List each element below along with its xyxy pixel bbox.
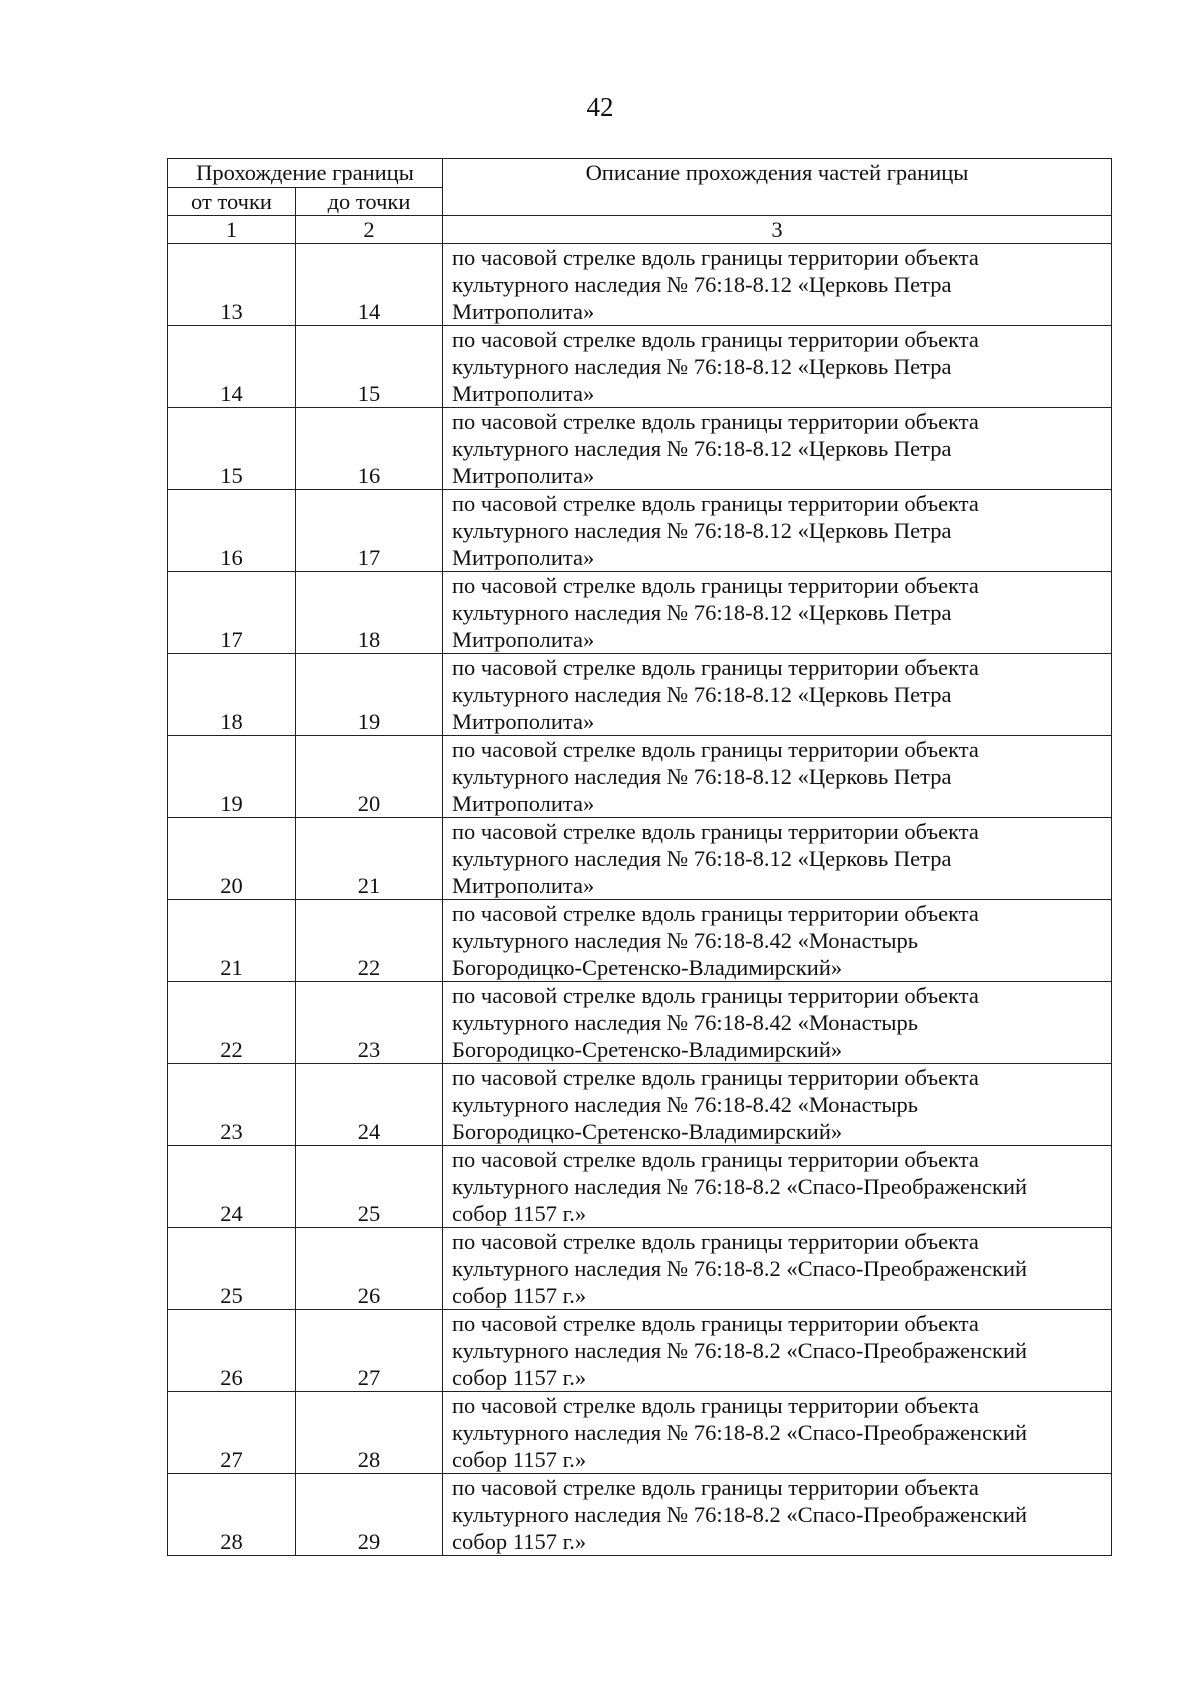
cell-from-point: 20 <box>168 818 296 900</box>
description-line: Митрополита» <box>452 463 595 488</box>
description-line: собор 1157 г.» <box>452 1201 587 1226</box>
cell-from-point: 14 <box>168 326 296 408</box>
header-to-point: до точки <box>296 188 443 216</box>
description-line: собор 1157 г.» <box>452 1283 587 1308</box>
description-line: Богородицко-Сретенско-Владимирский» <box>452 1119 843 1144</box>
table-row <box>168 818 1112 900</box>
description-line: по часовой стрелке вдоль границы территории объекта <box>452 1475 979 1500</box>
cell-to-point: 15 <box>296 326 443 408</box>
cell-description <box>443 1146 1112 1228</box>
header-boundary-passage: Прохождение границы <box>168 159 443 188</box>
description-line: по часовой стрелке вдоль границы территории объекта <box>452 1229 979 1254</box>
cell-to-point: 28 <box>296 1392 443 1474</box>
page-number: 42 <box>586 92 614 122</box>
cell-from-point: 23 <box>168 1064 296 1146</box>
cell-description <box>443 1064 1112 1146</box>
cell-to-point: 26 <box>296 1228 443 1310</box>
header-col-number-3: 3 <box>443 216 1112 244</box>
description-line: культурного наследия № 76:18-8.2 «Спасо-Преображенский <box>452 1420 1028 1445</box>
description-line: по часовой стрелке вдоль границы территории объекта <box>452 1147 979 1172</box>
cell-to-point: 25 <box>296 1146 443 1228</box>
cell-description <box>443 1228 1112 1310</box>
description-line: культурного наследия № 76:18-8.12 «Церковь Петра <box>452 436 952 461</box>
description-line: собор 1157 г.» <box>452 1447 587 1472</box>
description-line: по часовой стрелке вдоль границы территории объекта <box>452 1393 979 1418</box>
cell-description <box>443 490 1112 572</box>
table-row <box>168 1474 1112 1556</box>
header-col-number-1: 1 <box>168 216 296 244</box>
table-row <box>168 1392 1112 1474</box>
cell-from-point: 21 <box>168 900 296 982</box>
table-body <box>168 244 1112 1556</box>
description-line: культурного наследия № 76:18-8.42 «Монастырь <box>452 1010 919 1035</box>
header-row-group <box>168 159 1112 188</box>
description-line: по часовой стрелке вдоль границы территории объекта <box>452 655 979 680</box>
table-row <box>168 982 1112 1064</box>
description-line: по часовой стрелке вдоль границы территории объекта <box>452 409 979 434</box>
cell-to-point: 29 <box>296 1474 443 1556</box>
description-line: Митрополита» <box>452 545 595 570</box>
cell-to-point: 14 <box>296 244 443 326</box>
table-row <box>168 326 1112 408</box>
description-line: Митрополита» <box>452 299 595 324</box>
cell-from-point: 13 <box>168 244 296 326</box>
cell-from-point: 28 <box>168 1474 296 1556</box>
cell-from-point: 25 <box>168 1228 296 1310</box>
description-line: собор 1157 г.» <box>452 1365 587 1390</box>
table-row <box>168 736 1112 818</box>
cell-from-point: 16 <box>168 490 296 572</box>
cell-description <box>443 1474 1112 1556</box>
header-row-numbers <box>168 216 1112 244</box>
cell-to-point: 22 <box>296 900 443 982</box>
cell-from-point: 22 <box>168 982 296 1064</box>
description-line: культурного наследия № 76:18-8.2 «Спасо-Преображенский <box>452 1338 1028 1363</box>
cell-description <box>443 1310 1112 1392</box>
description-line: по часовой стрелке вдоль границы территории объекта <box>452 1065 979 1090</box>
description-line: Митрополита» <box>452 791 595 816</box>
header-from-point: от точки <box>168 188 296 216</box>
description-line: культурного наследия № 76:18-8.12 «Церковь Петра <box>452 272 952 297</box>
description-line: Богородицко-Сретенско-Владимирский» <box>452 1037 843 1062</box>
cell-from-point: 19 <box>168 736 296 818</box>
cell-description <box>443 818 1112 900</box>
description-line: культурного наследия № 76:18-8.12 «Церковь Петра <box>452 518 952 543</box>
table-row <box>168 1146 1112 1228</box>
cell-description <box>443 654 1112 736</box>
table-row <box>168 1310 1112 1392</box>
description-line: Богородицко-Сретенско-Владимирский» <box>452 955 843 980</box>
description-line: культурного наследия № 76:18-8.2 «Спасо-Преображенский <box>452 1256 1028 1281</box>
description-line: по часовой стрелке вдоль границы территории объекта <box>452 1311 979 1336</box>
cell-from-point: 18 <box>168 654 296 736</box>
description-line: Митрополита» <box>452 627 595 652</box>
description-line: по часовой стрелке вдоль границы территории объекта <box>452 245 979 270</box>
description-line: по часовой стрелке вдоль границы территории объекта <box>452 327 979 352</box>
description-line: культурного наследия № 76:18-8.42 «Монастырь <box>452 1092 919 1117</box>
description-line: Митрополита» <box>452 709 595 734</box>
table-row <box>168 490 1112 572</box>
table-row <box>168 408 1112 490</box>
description-line: культурного наследия № 76:18-8.12 «Церковь Петра <box>452 846 952 871</box>
cell-description <box>443 736 1112 818</box>
description-line: по часовой стрелке вдоль границы территории объекта <box>452 819 979 844</box>
cell-to-point: 27 <box>296 1310 443 1392</box>
table-row <box>168 900 1112 982</box>
description-line: Митрополита» <box>452 381 595 406</box>
table-row <box>168 244 1112 326</box>
cell-from-point: 27 <box>168 1392 296 1474</box>
description-line: по часовой стрелке вдоль границы территории объекта <box>452 573 979 598</box>
description-line: культурного наследия № 76:18-8.12 «Церковь Петра <box>452 682 952 707</box>
cell-from-point: 24 <box>168 1146 296 1228</box>
table-row <box>168 572 1112 654</box>
description-line: по часовой стрелке вдоль границы территории объекта <box>452 491 979 516</box>
cell-to-point: 24 <box>296 1064 443 1146</box>
table-row <box>168 654 1112 736</box>
description-line: культурного наследия № 76:18-8.2 «Спасо-Преображенский <box>452 1502 1028 1527</box>
cell-from-point: 17 <box>168 572 296 654</box>
description-line: культурного наследия № 76:18-8.42 «Монастырь <box>452 928 919 953</box>
cell-description <box>443 244 1112 326</box>
cell-to-point: 19 <box>296 654 443 736</box>
header-col-number-2: 2 <box>296 216 443 244</box>
cell-to-point: 23 <box>296 982 443 1064</box>
cell-from-point: 26 <box>168 1310 296 1392</box>
description-line: культурного наследия № 76:18-8.12 «Церковь Петра <box>452 354 952 379</box>
cell-description <box>443 900 1112 982</box>
cell-description <box>443 572 1112 654</box>
cell-description <box>443 982 1112 1064</box>
description-line: по часовой стрелке вдоль границы территории объекта <box>452 983 979 1008</box>
cell-from-point: 15 <box>168 408 296 490</box>
cell-description <box>443 326 1112 408</box>
cell-description <box>443 408 1112 490</box>
boundary-table <box>167 158 1112 1556</box>
description-line: культурного наследия № 76:18-8.12 «Церковь Петра <box>452 764 952 789</box>
description-line: по часовой стрелке вдоль границы территории объекта <box>452 737 979 762</box>
description-line: культурного наследия № 76:18-8.12 «Церковь Петра <box>452 600 952 625</box>
header-description: Описание прохождения частей границы <box>443 159 1112 216</box>
description-line: собор 1157 г.» <box>452 1529 587 1554</box>
description-line: Митрополита» <box>452 873 595 898</box>
table-row <box>168 1064 1112 1146</box>
description-line: культурного наследия № 76:18-8.2 «Спасо-Преображенский <box>452 1174 1028 1199</box>
description-line: по часовой стрелке вдоль границы территории объекта <box>452 901 979 926</box>
table-row <box>168 1228 1112 1310</box>
cell-to-point: 18 <box>296 572 443 654</box>
cell-description <box>443 1392 1112 1474</box>
cell-to-point: 16 <box>296 408 443 490</box>
cell-to-point: 21 <box>296 818 443 900</box>
cell-to-point: 20 <box>296 736 443 818</box>
cell-to-point: 17 <box>296 490 443 572</box>
